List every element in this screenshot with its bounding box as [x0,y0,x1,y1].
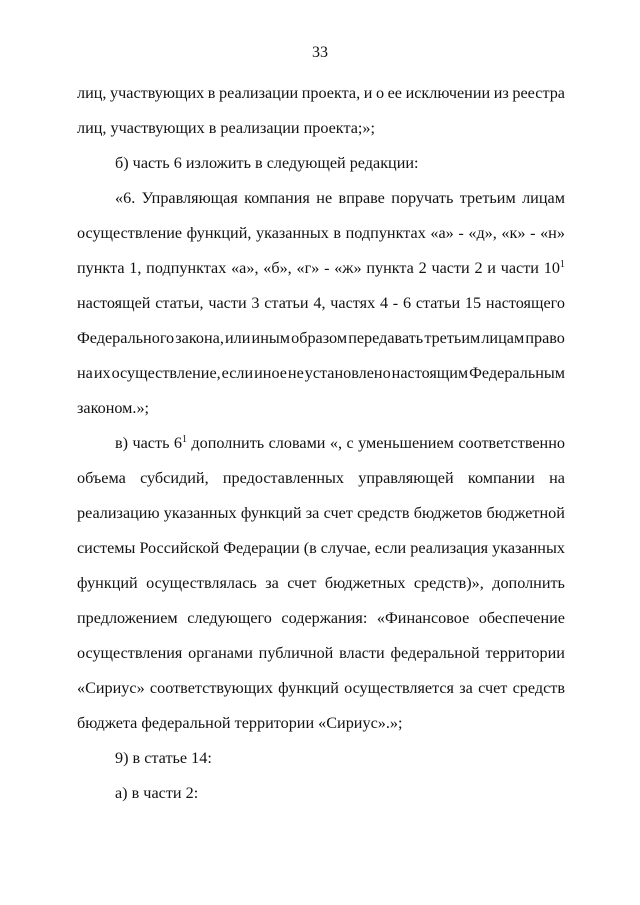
text-line [77,83,565,103]
word: «а» [430,224,454,242]
word: содержания: [281,609,368,627]
word: функций [278,679,339,697]
word: лиц, [77,84,107,102]
word: реализации [219,84,299,102]
word: «д», [468,224,497,242]
word: закона, [175,329,224,347]
word: «6. [115,189,136,207]
word: Федеральным [469,364,565,382]
word: дополнить [191,434,265,452]
word: реализацию [77,504,160,522]
word: средств)», [413,574,484,592]
text-line [77,643,565,663]
word: 6 [173,434,182,452]
text-line [77,538,565,558]
word: за [305,504,320,522]
word: бюджетов [413,504,483,522]
word: установлено [304,364,391,382]
word: часть [132,434,170,452]
word: на [549,469,565,487]
word: 2 [418,259,427,277]
word: их [93,364,111,382]
word: статьи [264,294,309,312]
word: статьи [415,294,461,312]
word: уменьшением [358,434,454,452]
word: пункта [77,259,125,277]
word: частях [330,294,376,312]
word: 2 [474,259,483,277]
word: если [374,539,407,557]
word: исключении [405,84,491,102]
word: - [458,224,464,242]
word: о [375,84,385,102]
word: «, [329,434,343,452]
word: - [392,294,399,312]
text-line [77,503,565,523]
word: части [208,294,247,312]
paragraph-heading: б) часть 6 изложить в следующей редакции: [115,154,419,172]
word: в [333,224,342,242]
word: «ж» [334,259,362,277]
text-line [77,328,565,348]
word: соответственно [458,434,565,452]
word: реестра [512,84,565,102]
word: право [525,329,565,347]
word: управляющей [358,469,454,487]
word: с [346,434,354,452]
text-line [77,293,565,313]
word: третьим [459,189,516,207]
word: передавать [348,329,424,347]
word: системы [77,539,136,557]
word: предложением [77,609,178,627]
word-with-superscript [174,433,187,453]
word: «б», [263,259,292,277]
word: бюджетной [486,504,565,522]
word: 4, [313,294,326,312]
word: настоящего [485,294,565,312]
word: если [221,364,254,382]
word: 3 [251,294,260,312]
word: 15 [464,294,482,312]
word: «Финансовое [376,609,470,627]
word: или [225,329,251,347]
word: за [265,574,279,592]
word: органами [188,644,253,662]
word: объема [77,469,126,487]
word: территории [485,644,565,662]
word: 1, [129,259,142,277]
word: иным [251,329,290,347]
word: следующего [187,609,272,627]
word: - [324,259,330,277]
word: в) [115,434,129,452]
word: настоящим [391,364,469,382]
word: на [77,364,93,382]
word: лицам [522,189,565,207]
word: дополнить [492,574,565,592]
word: образом [291,329,348,347]
word: иное [254,364,287,382]
word: лицам [481,329,525,347]
word: бюджетных [324,574,406,592]
text-line [77,678,565,698]
word: 10 [543,259,560,277]
word: 6 [402,294,412,312]
word: соответствующих [149,679,273,697]
word: «к» [501,224,526,242]
list-item: 9) в статье 14: [115,749,212,767]
word: (в [303,539,317,557]
word: и [363,84,373,102]
word: части [500,259,539,277]
word: Управляющая [141,189,238,207]
word: третьим [424,329,481,347]
text-line: законом.»; [77,399,150,417]
word: ее [387,84,402,102]
word-with-superscript [544,258,565,278]
list-item: а) в части 2: [115,784,199,802]
word: вправе [338,189,385,207]
word: подпунктах [345,224,426,242]
word: «Сириус» [77,679,145,697]
word: функций [77,574,138,592]
text-line: бюджета федеральной территории «Сириус».»; [77,714,403,732]
text-line: лиц, участвующих в реализации проекта;»; [77,119,375,137]
text-line [77,608,565,628]
word: предоставленных [222,469,344,487]
word: «а», [231,259,259,277]
word: указанных [163,504,237,522]
word: из [493,84,509,102]
word: средств [512,679,565,697]
word: Федерации [223,539,300,557]
word: реализация [410,539,489,557]
word: проекта, [301,84,361,102]
word: счет [478,679,508,697]
word: за [459,679,473,697]
word: счет [287,574,317,592]
word: осуществляется [344,679,455,697]
page-number: 33 [312,44,328,61]
word: пункта [366,259,414,277]
word: - [530,224,536,242]
word: указанных [492,539,565,557]
word: функций, [186,224,252,242]
word: настоящей [77,294,151,312]
word: участвующих [110,84,205,102]
word: «г» [296,259,320,277]
word: Федерального [77,329,175,347]
word: осуществления [77,644,183,662]
word: не [287,364,304,382]
word: осуществление, [111,364,221,382]
word: части [431,259,470,277]
word: в [207,84,216,102]
word: публичной [258,644,334,662]
word: власти [339,644,385,662]
word: указанных [256,224,329,242]
word: компания [244,189,310,207]
superscript: 1 [181,434,187,445]
word: федеральной [390,644,480,662]
word: статьи, [155,294,204,312]
word: Российской [139,539,220,557]
word: подпунктах [146,259,227,277]
word: 4 [379,294,389,312]
word: «н» [540,224,565,242]
text-line [115,188,565,208]
text-line [115,433,565,453]
word: компании [467,469,535,487]
word: счет [323,504,353,522]
word: субсидий, [140,469,209,487]
word: словами [268,434,326,452]
text-line [77,468,565,488]
word: функций [240,504,302,522]
word: поручать [391,189,454,207]
text-line [77,223,565,243]
word: не [316,189,333,207]
superscript: 1 [559,259,565,270]
text-line [77,258,565,278]
text-line [77,363,565,383]
text-line [77,573,565,593]
word: средств [357,504,410,522]
word: обеспечение [478,609,565,627]
word: случае, [320,539,371,557]
word: осуществление [77,224,183,242]
word: осуществлялась [146,574,257,592]
word: и [487,259,496,277]
